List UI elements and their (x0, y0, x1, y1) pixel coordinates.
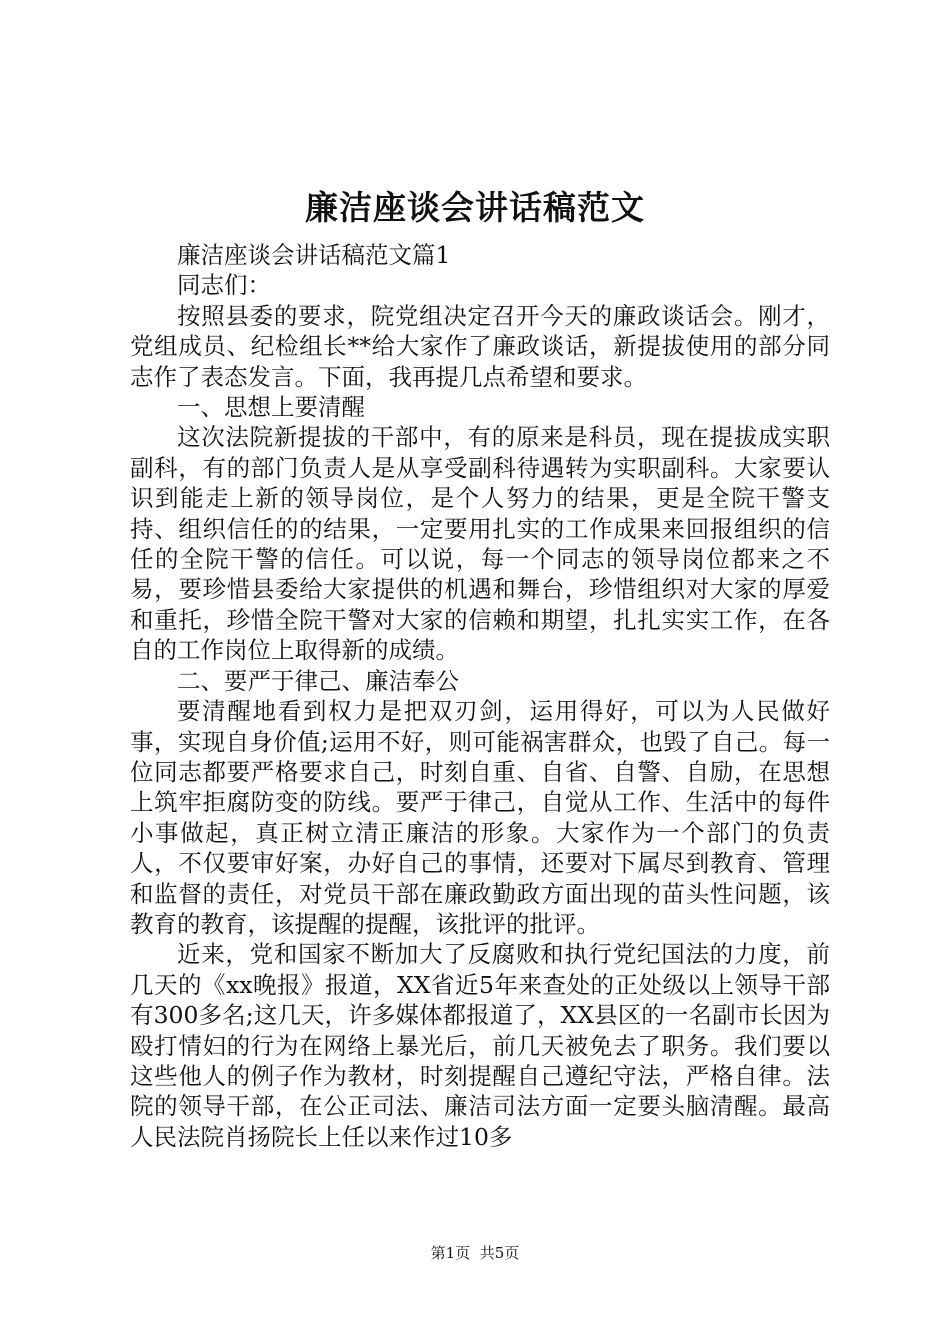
document-title: 廉洁座谈会讲话稿范文 (305, 188, 645, 227)
document-body (130, 240, 830, 1152)
paragraph: 近来，党和国家不断加大了反腐败和执行党纪国法的力度，前几天的《xx晚报》报道，XX省近5年来查处的正处级以上领导干部有300多名;这几天，许多媒体都报道了，XX县区的一名副市长因为殴打情妇的行为在网络上暴光后，前几天被免去了职务。我们要以这些他人的例子作为教材，时刻提醒自己遵纪守法，严格自律。法院的领导干部，在公正司法、廉洁司法方面一定要头脑清醒。最高人民法院肖扬院长上任以来作过10多 (130, 940, 830, 1151)
paragraph: 按照县委的要求，院党组决定召开今天的廉政谈话会。刚才，党组成员、纪检组长**给大家作了廉政谈话，新提拔使用的部分同志作了表态发言。下面，我再提几点希望和要求。 (130, 301, 830, 391)
paragraph: 这次法院新提拔的干部中，有的原来是科员，现在提拔成实职副科，有的部门负责人是从享受副科待遇转为实职副科。大家要认识到能走上新的领导岗位，是个人努力的结果，更是全院干警支持、组织信任的的结果，一定要用扎实的工作成果来回报组织的信任的全院干警的信任。可以说，每一个同志的领导岗位都来之不易，要珍惜县委给大家提供的机遇和舞台，珍惜组织对大家的厚爱和重托，珍惜全院干警对大家的信赖和期望，扎扎实实工作，在各自的工作岗位上取得新的成绩。 (130, 423, 830, 665)
section-heading-1: 一、思想上要清醒 (177, 393, 365, 422)
page-total: 共5页 (479, 1244, 520, 1262)
paragraph-salutation: 同志们： (177, 271, 271, 300)
page-number: 第1页 (430, 1244, 471, 1262)
section-heading-2: 二、要严于律己、廉洁奉公 (177, 666, 459, 695)
paragraph-subtitle: 廉洁座谈会讲话稿范文篇1 (177, 241, 451, 269)
paragraph: 要清醒地看到权力是把双刃剑，运用得好，可以为人民做好事，实现自身价值;运用不好，则可能祸害群众，也毁了自己。每一位同志都要严格要求自己，时刻自重、自省、自警、自励，在思想上筑牢拒腐防变的防线。要严于律己，自觉从工作、生活中的每件小事做起，真正树立清正廉洁的形象。大家作为一个部门的负责人，不仅要审好案，办好自己的事情，还要对下属尽到教育、管理和监督的责任，对党员干部在廉政勤政方面出现的苗头性问题，该教育的教育，该提醒的提醒，该批评的批评。 (130, 697, 830, 938)
page-footer (0, 1243, 950, 1263)
